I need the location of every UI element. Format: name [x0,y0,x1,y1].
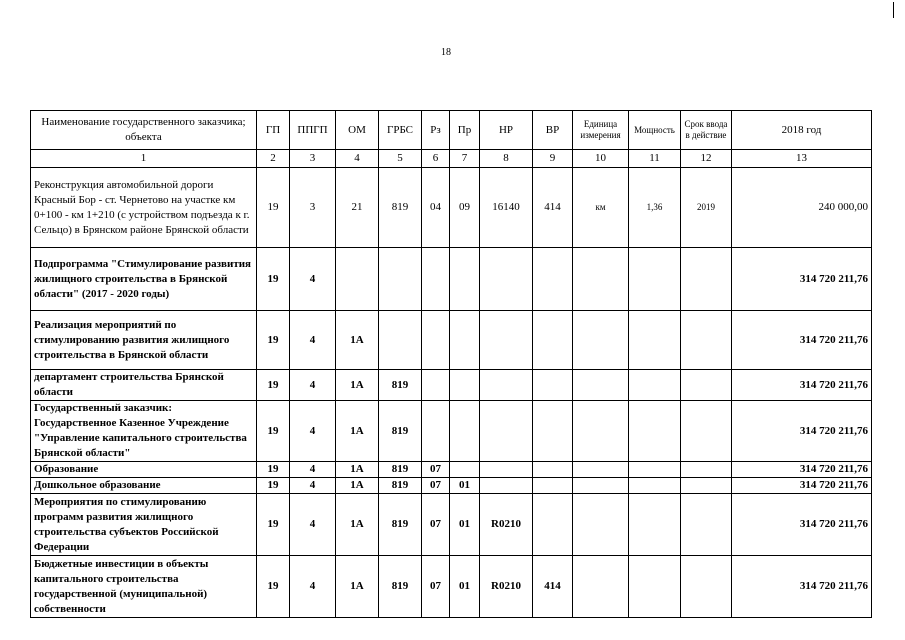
cell-om: 1А [336,311,379,370]
cell-nr [480,401,533,462]
cell-year-in-service [681,311,732,370]
cell-om: 1А [336,556,379,618]
cell-amount-2018: 314 720 211,76 [732,248,872,311]
cell-ppgp: 4 [290,401,336,462]
cell-amount-2018: 314 720 211,76 [732,462,872,478]
header-gp: ГП [257,111,290,150]
header-year-in-service: Срок ввода в действие [681,111,732,150]
cell-year-in-service [681,494,732,556]
cell-year-in-service [681,556,732,618]
cell-amount-2018: 314 720 211,76 [732,401,872,462]
cell-ppgp: 4 [290,370,336,401]
column-number: 7 [450,150,480,168]
object-name: Реализация мероприятий по стимулированию развития жилищного строительства в Брянской области [31,311,257,370]
cell-grbs: 819 [379,478,422,494]
cell-om: 1А [336,494,379,556]
table-row [31,248,872,311]
cell-vr [533,462,573,478]
table-row [31,494,872,556]
cell-grbs: 819 [379,462,422,478]
cell-amount-2018: 240 000,00 [732,168,872,248]
column-number-row [31,150,872,168]
cell-grbs: 819 [379,370,422,401]
cell-om: 1А [336,478,379,494]
cell-nr: 16140 [480,168,533,248]
cell-unit [573,248,629,311]
cell-gp: 19 [257,248,290,311]
cell-power [629,370,681,401]
column-number: 8 [480,150,533,168]
cell-unit [573,311,629,370]
cell-vr: 414 [533,556,573,618]
cell-power [629,248,681,311]
cell-grbs [379,311,422,370]
column-number: 1 [31,150,257,168]
cell-rz: 04 [422,168,450,248]
cell-pr [450,401,480,462]
cell-ppgp: 4 [290,494,336,556]
cell-pr: 01 [450,494,480,556]
cell-year-in-service [681,462,732,478]
object-name: Дошкольное образование [31,478,257,494]
cell-power [629,478,681,494]
cell-gp: 19 [257,494,290,556]
cell-year-in-service [681,248,732,311]
cell-ppgp: 4 [290,311,336,370]
header-nr: НР [480,111,533,150]
cell-vr [533,494,573,556]
cell-grbs: 819 [379,168,422,248]
column-number: 5 [379,150,422,168]
cell-vr [533,401,573,462]
cell-om: 1А [336,401,379,462]
cell-nr [480,478,533,494]
cell-rz [422,401,450,462]
column-number: 3 [290,150,336,168]
cell-amount-2018: 314 720 211,76 [732,478,872,494]
cell-nr [480,311,533,370]
header-vr: ВР [533,111,573,150]
cell-om: 1А [336,462,379,478]
column-number: 10 [573,150,629,168]
object-name: Государственный заказчик: Государственное Казенное Учреждение "Управление капитального строительства Брянской области" [31,401,257,462]
cell-unit [573,462,629,478]
column-number: 9 [533,150,573,168]
cell-gp: 19 [257,311,290,370]
header-name: Наименование государственного заказчика; объекта [31,111,257,150]
cell-amount-2018: 314 720 211,76 [732,556,872,618]
object-name: департамент строительства Брянской области [31,370,257,401]
object-name: Мероприятия по стимулированию программ развития жилищного строительства субъектов Российской Федерации [31,494,257,556]
cell-ppgp: 4 [290,248,336,311]
cell-rz [422,370,450,401]
cell-grbs: 819 [379,401,422,462]
header-om: ОМ [336,111,379,150]
cell-vr: 414 [533,168,573,248]
cell-gp: 19 [257,556,290,618]
column-number: 6 [422,150,450,168]
cell-power [629,556,681,618]
column-number: 4 [336,150,379,168]
cell-vr [533,248,573,311]
cell-rz [422,311,450,370]
cell-vr [533,370,573,401]
cell-grbs: 819 [379,556,422,618]
table-row [31,168,872,248]
cell-pr [450,248,480,311]
cell-power [629,311,681,370]
cell-power [629,401,681,462]
corner-mark [893,2,894,18]
table-row [31,370,872,401]
header-unit: Единица измерения [573,111,629,150]
object-name: Реконструкция автомобильной дороги Красный Бор - ст. Чернетово на участке км 0+100 - км 1+210 (с устройством подъезда к г. Сельцо) в Брянском районе Брянской области [31,168,257,248]
cell-ppgp: 4 [290,462,336,478]
cell-rz: 07 [422,556,450,618]
cell-year-in-service [681,370,732,401]
cell-power: 1,36 [629,168,681,248]
cell-vr [533,311,573,370]
cell-unit [573,401,629,462]
header-ppgp: ППГП [290,111,336,150]
cell-unit [573,494,629,556]
cell-rz: 07 [422,494,450,556]
cell-om: 1А [336,370,379,401]
column-number: 2 [257,150,290,168]
page-number: 18 [441,47,451,58]
header-row [31,111,872,150]
cell-power [629,494,681,556]
cell-amount-2018: 314 720 211,76 [732,311,872,370]
cell-nr [480,370,533,401]
cell-pr: 01 [450,556,480,618]
cell-rz: 07 [422,462,450,478]
cell-unit [573,556,629,618]
cell-om [336,248,379,311]
cell-pr: 01 [450,478,480,494]
cell-year-in-service [681,401,732,462]
cell-om: 21 [336,168,379,248]
object-name: Образование [31,462,257,478]
cell-gp: 19 [257,462,290,478]
cell-grbs: 819 [379,494,422,556]
table-row [31,311,872,370]
cell-ppgp: 4 [290,478,336,494]
cell-gp: 19 [257,401,290,462]
cell-year-in-service [681,478,732,494]
budget-table [30,110,872,618]
column-number: 11 [629,150,681,168]
cell-nr [480,248,533,311]
cell-amount-2018: 314 720 211,76 [732,370,872,401]
table-row [31,401,872,462]
cell-nr [480,462,533,478]
cell-rz [422,248,450,311]
header-pr: Пр [450,111,480,150]
table-row [31,462,872,478]
header-power: Мощность [629,111,681,150]
cell-nr: R0210 [480,556,533,618]
cell-pr [450,311,480,370]
cell-year-in-service: 2019 [681,168,732,248]
table-row [31,478,872,494]
cell-unit [573,478,629,494]
cell-grbs [379,248,422,311]
cell-gp: 19 [257,478,290,494]
object-name: Бюджетные инвестиции в объекты капитального строительства государственной (муниципальной) собственности [31,556,257,618]
cell-ppgp: 4 [290,556,336,618]
header-2018: 2018 год [732,111,872,150]
header-grbs: ГРБС [379,111,422,150]
object-name: Подпрограмма "Стимулирование развития жилищного строительства в Брянской области" (2017 - 2020 годы) [31,248,257,311]
column-number: 13 [732,150,872,168]
cell-amount-2018: 314 720 211,76 [732,494,872,556]
table-row [31,556,872,618]
cell-unit: км [573,168,629,248]
cell-pr [450,462,480,478]
cell-rz: 07 [422,478,450,494]
cell-unit [573,370,629,401]
cell-pr: 09 [450,168,480,248]
cell-gp: 19 [257,370,290,401]
cell-ppgp: 3 [290,168,336,248]
cell-vr [533,478,573,494]
header-rz: Рз [422,111,450,150]
cell-nr: R0210 [480,494,533,556]
cell-gp: 19 [257,168,290,248]
cell-pr [450,370,480,401]
column-number: 12 [681,150,732,168]
cell-power [629,462,681,478]
